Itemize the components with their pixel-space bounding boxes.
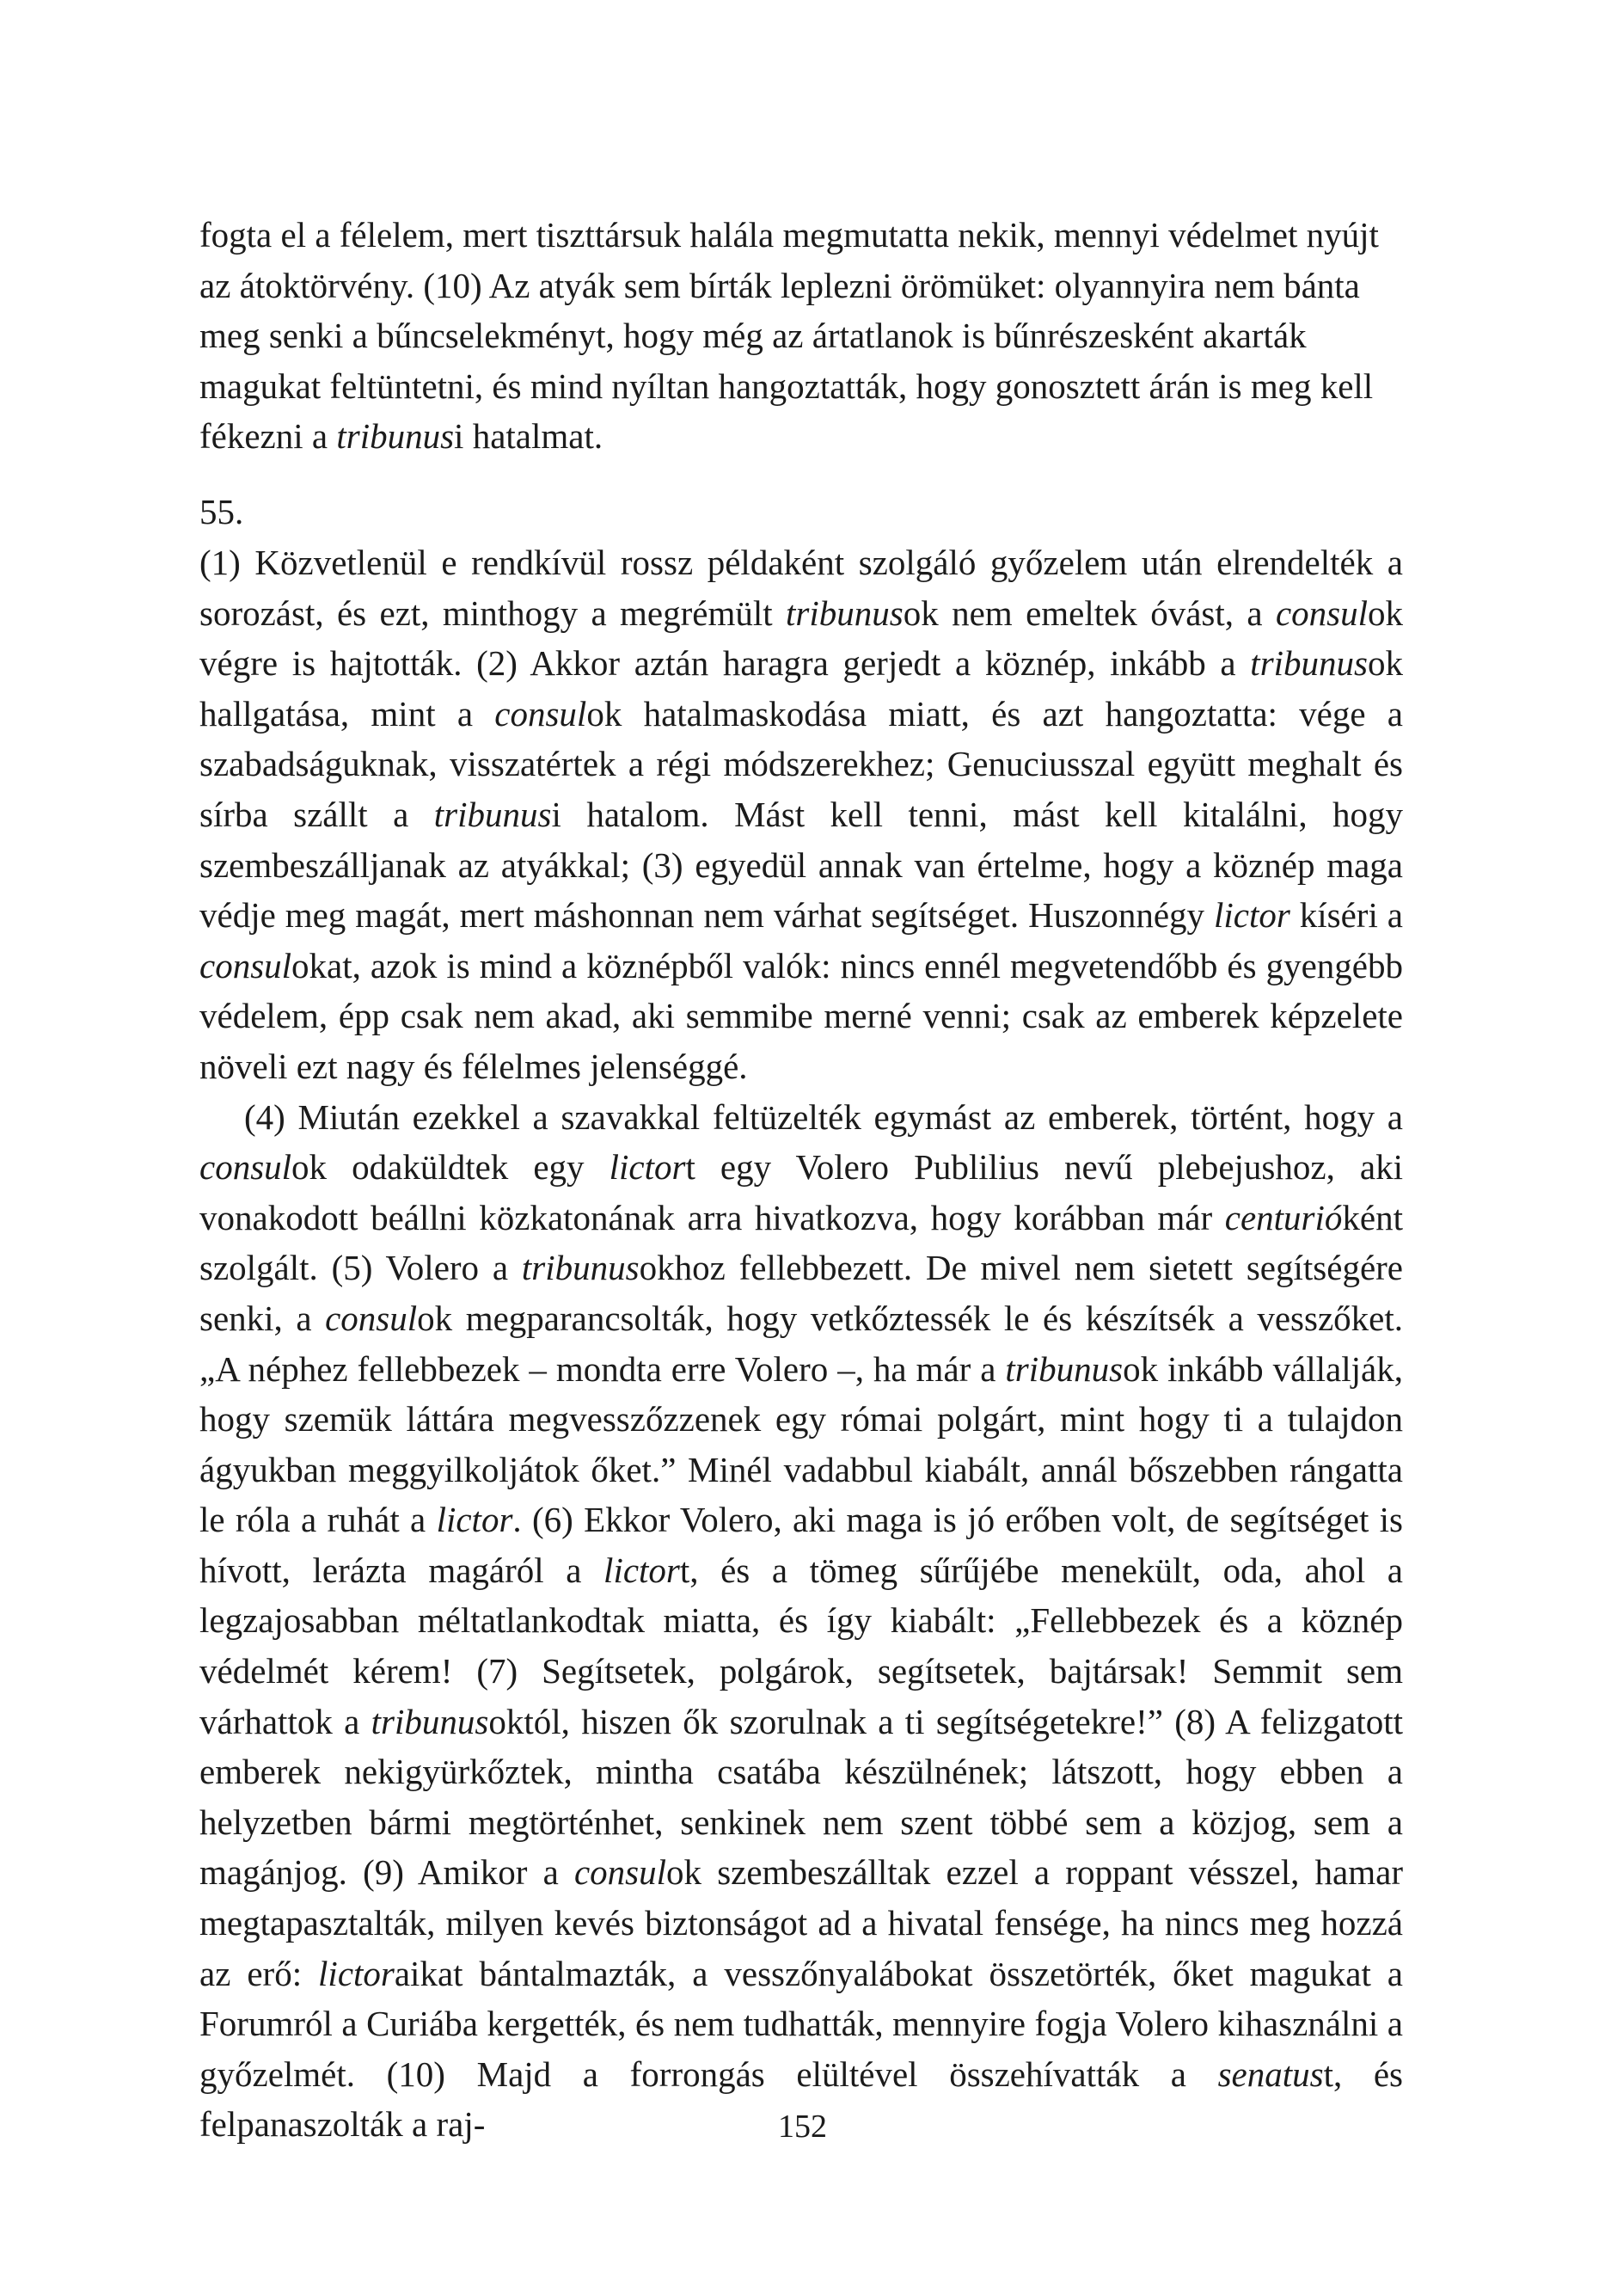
chapter-number: 55. xyxy=(199,492,244,531)
text-run: i hatalom. Mást kell tenni, mást kell kitalálni, hogy szembeszálljanak az atyákkal; (3) egyedül annak van értelme, hogy a köznép maga védje meg magát, mert máshonnan nem várhat segítséget. Huszonnégy xyxy=(199,794,1404,936)
italic-term: lictor xyxy=(603,1550,680,1590)
paragraph xyxy=(199,210,1403,462)
italic-term: senatus xyxy=(1217,2054,1324,2094)
text-run: . (6) Ekkor Volero, aki maga is jó erőben volt, de segítséget is hívott, lerázta magáról a xyxy=(199,1500,1404,1590)
page-number: 152 xyxy=(778,2109,827,2145)
italic-term: tribunus xyxy=(1005,1348,1124,1389)
text-run: t, és felpanaszolták a raj- xyxy=(199,2054,1403,2145)
text-run: ok inkább vállalják, hogy szemük láttára megvesszőzzenek egy római polgárt, mint hogy ti a tulajdon ágyukban meggyilkoljátok őket.” Minél vadabbul kiabált, annál bőszebben rángatta le róla a ruhát a xyxy=(199,1348,1403,1540)
italic-term: lictor xyxy=(609,1147,686,1188)
italic-term: lictor xyxy=(318,1953,395,1993)
text-run: aikat bántalmazták, a vesszőnyalábokat összetörték, őket magukat a Forumról a Curiába kergették, és nem tudhatták, mennyire fogja Volero kihasználni a győzelmét. (10) Majd a forrongás elültével összehívatták a xyxy=(199,1953,1403,2094)
text-run: t egy Volero Publilius nevű plebejushoz, aki vonakodott beállni közkatonának arra hivatkozva, hogy korábban már xyxy=(199,1147,1403,1237)
italic-term: tribunus xyxy=(1250,643,1368,684)
paragraph-1 xyxy=(199,537,1403,1092)
text-run: ok nem emeltek óvást, a xyxy=(903,592,1276,633)
text-run: ként szolgált. (5) Volero a xyxy=(199,1197,1403,1288)
italic-term: tribunus xyxy=(336,416,455,457)
text-run: (1) Közvetlenül e rendkívül rossz példaként szolgáló győzelem után elrendelték a sorozást, és ezt, minthogy a megrémült xyxy=(199,543,1403,633)
text-run: (4) Miután ezekkel a szavakkal feltüzelték egymást az emberek, történt, hogy a xyxy=(244,1096,1403,1137)
chapter-body xyxy=(199,537,1403,2150)
text-run: októl, hiszen ők szorulnak a ti segítségetekre!” (8) A felizgatott emberek nekigyürkőztek, mintha csatába készülnének; látszott, hogy ebben a helyzetben bármi megtörténhet, senkinek nem szent többé sem a közjog, sem a magánjog. (9) Amikor a xyxy=(199,1701,1403,1893)
italic-term: consul xyxy=(494,693,587,734)
italic-term: consul xyxy=(199,1147,292,1188)
text-run: fogta el a félelem, mert tiszttársuk halála megmutatta nekik, mennyi védelmet nyújt az átoktörvény. (10) Az atyák sem bírták leplezni örömüket: olyannyira nem bánta meg senki a bűncselekményt, hogy még az ártatlanok is bűnrészesként akarták magukat feltüntetni, és mind nyíltan hangoztatták, hogy gonosztett árán is meg kell fékezni a xyxy=(199,215,1379,457)
italic-term: tribunus xyxy=(521,1248,640,1288)
italic-term: centurió xyxy=(1224,1197,1343,1237)
text-run: okhoz fellebbezett. De mivel nem sietett segítségére senki, a xyxy=(199,1248,1403,1338)
text-run: i hatalmat. xyxy=(454,416,603,457)
italic-term: tribunus xyxy=(371,1701,489,1741)
italic-term: tribunus xyxy=(433,794,552,834)
continuation-paragraph xyxy=(199,210,1403,462)
text-run: t, és a tömeg sűrűjébe menekült, oda, ahol a legzajosabban méltatlankodtak miatta, és így kiabált: „Fellebbezek és a köznép védelmét kérem! (7) Segítsetek, polgárok, segítsetek, bajtársak! Semmit sem várhattok a xyxy=(199,1550,1404,1741)
italic-term: consul xyxy=(199,945,292,985)
italic-term: consul xyxy=(1275,592,1368,633)
text-run: ok hatalmaskodása miatt, és azt hangoztatta: vége a szabadságuknak, visszatértek a régi módszerekhez; Genuciusszal együtt meghalt és sírba szállt a xyxy=(199,693,1403,834)
text-run: ok hallgatása, mint a xyxy=(199,643,1403,734)
text-run: ok szembeszálltak ezzel a roppant vésszel, hamar megtapasztalták, milyen kevés biztonságot ad a hivatal fensége, ha nincs meg hozzá az erő: xyxy=(199,1852,1404,1993)
italic-term: consul xyxy=(573,1852,667,1893)
text-run: kíséri a xyxy=(1290,895,1403,936)
italic-term: consul xyxy=(325,1298,418,1338)
italic-term: lictor xyxy=(436,1500,513,1540)
italic-term: lictor xyxy=(1214,895,1290,936)
text-run: ok megparancsolták, hogy vetkőztessék le és készítsék a vesszőket. „A néphez fellebbezek – mondta erre Volero –, ha már a xyxy=(199,1298,1403,1389)
text-run: ok odaküldtek egy xyxy=(291,1147,610,1188)
text-run: ok végre is hajtották. (2) Akkor aztán haragra gerjedt a köznép, inkább a xyxy=(199,592,1403,684)
paragraph-2 xyxy=(199,1092,1403,2150)
text-run: okat, azok is mind a köznépből valók: nincs ennél megvetendőbb és gyengébb védelem, épp csak nem akad, aki semmibe merné venni; csak az emberek képzelete növeli ezt nagy és félelmes jelenséggé. xyxy=(199,945,1403,1086)
italic-term: tribunus xyxy=(786,592,904,633)
